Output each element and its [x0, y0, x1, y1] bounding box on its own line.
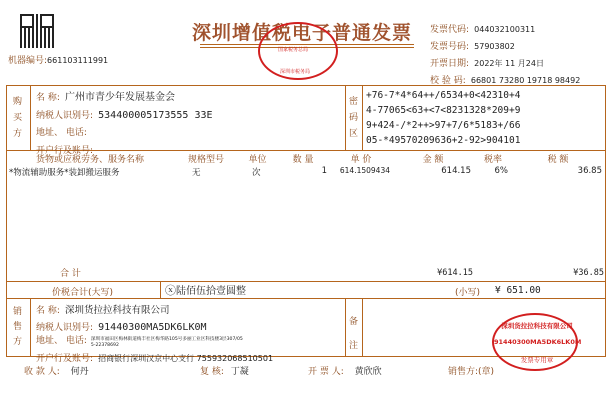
cipher-side-label: [349, 94, 358, 142]
invoice-date: 开票日期: 2022年 11 月24日: [430, 59, 544, 69]
seller-bank-label: 开户行及账号:: [36, 354, 94, 364]
seller-side-1: 销: [13, 307, 23, 317]
buyer-tax-row: [36, 106, 341, 124]
footer-review: [200, 364, 249, 377]
table-row-unit: 次: [252, 168, 261, 178]
table-row-rate: 6%: [494, 166, 508, 176]
table-row-amount: 614.15: [441, 166, 471, 176]
remark-side-label: [349, 310, 358, 358]
table-row-spec: 无: [192, 168, 201, 178]
tax-stamp-top: 国家税务总局: [278, 47, 309, 53]
buyer-addr-row: [36, 123, 341, 141]
table-row-name: *物流辅助服务*装卸搬运服务: [9, 168, 120, 178]
vline-buyer: [30, 85, 31, 150]
seller-stamp-id: 91440300MA5DK6LK0M: [494, 338, 582, 346]
buyer-tax-id: 534400005173555 33E: [98, 109, 213, 121]
vline-cipher-left: [345, 85, 346, 150]
buyer-name-row: [36, 88, 341, 106]
col-header-unit: 单位: [248, 155, 267, 165]
seller-info: [36, 301, 344, 366]
buyer-bank-label: 开户行及账号:: [36, 145, 94, 156]
cipher-side-3: 区: [349, 129, 359, 139]
invoice-number: 发票号码: 57903802: [430, 42, 515, 52]
remark-side-2: 注: [349, 341, 359, 351]
seller-stamp-top: 深圳货拉拉科技有限公司: [501, 322, 573, 330]
seller-name: 深圳货拉拉科技有限公司: [65, 305, 170, 316]
seller-phone: 5-22378692: [90, 343, 119, 348]
cipher-side-1: 密: [349, 97, 359, 107]
table-row-qty: 1: [321, 166, 327, 176]
buyer-name-label: 名 称:: [36, 93, 60, 103]
total-small-label: (小写): [455, 288, 481, 298]
review-label: 复 核:: [200, 367, 224, 377]
buyer-info: [36, 88, 341, 158]
vline-remark-left: [345, 298, 346, 357]
qr-code: [20, 14, 54, 48]
col-header-spec: 规格型号: [187, 155, 224, 165]
tax-bureau-stamp: [258, 22, 338, 80]
buyer-name: 广州市青少年发展基金会: [65, 92, 175, 103]
cipher-line-3: 9+424-/*2++>97+7/6*5183+/66: [366, 120, 521, 131]
buyer-side-3: 方: [13, 129, 23, 139]
payee-label: 收 款 人:: [24, 367, 60, 377]
col-header-rate: 税率: [483, 155, 502, 165]
seller-addr-label: 地址、 电话:: [36, 336, 87, 346]
cipher-area: [366, 88, 520, 148]
seller-stamp: [492, 313, 582, 371]
total-words-label: 价税合计(大写): [52, 288, 114, 298]
seller-addr-block: [91, 335, 243, 349]
invoice-check: 校 验 码: 66801 73280 19718 98492: [430, 76, 581, 86]
footer-seller-seal: 销售方:(章): [448, 367, 495, 377]
remark-side-1: 备: [349, 317, 359, 327]
buyer-tax-label: 纳税人识别号:: [36, 110, 94, 121]
table-row-tax: 36.85: [577, 166, 602, 176]
seller-stamp-bottom: 发票专用章: [520, 356, 554, 364]
col-header-price: 单 价: [350, 155, 372, 165]
seller-tax-row: [36, 318, 344, 335]
buyer-side-2: 买: [13, 113, 23, 123]
col-header-qty: 数 量: [292, 155, 314, 165]
table-row-price: 614.1509434: [339, 166, 390, 175]
invoice-code: 发票代码: 044032100311: [430, 25, 536, 35]
footer-payee: [24, 364, 89, 377]
col-header-amount: 金 额: [422, 155, 444, 165]
seller-addr: 深圳市福田区梅林街道梅丰社区梅华路105号多丽工业区科技楼3层307/05: [90, 337, 243, 342]
col-header-tax: 税 额: [547, 155, 569, 165]
review-name: 丁凝: [230, 367, 249, 377]
total-x-icon: ⓧ: [165, 284, 176, 297]
hline-seller-top: [6, 298, 606, 299]
cipher-line-2: 4-77065<63+<7<8231328*209+9: [366, 105, 521, 116]
issuer-label: 开 票 人:: [308, 367, 344, 377]
total-words: [165, 282, 246, 298]
seller-tax-label: 纳税人识别号:: [36, 323, 94, 333]
seller-tax-id: 91440300MA5DK6LK0M: [98, 322, 207, 333]
seller-bank: 招商银行深圳汉京中心支行 755932068510501: [98, 354, 274, 363]
vline-cipher-right: [362, 85, 363, 150]
total-words-text: 陆佰伍拾壹圆整: [176, 286, 246, 297]
vline-seller: [30, 298, 31, 357]
total-tax: ¥36.85: [573, 268, 604, 278]
total-label: 合 计: [60, 269, 81, 279]
vline-remark-right: [362, 298, 363, 357]
machine-number: 机器编号:661103111991: [8, 56, 109, 66]
buyer-side-1: 购: [13, 97, 23, 107]
seller-side-2: 售: [13, 322, 23, 332]
invoice-meta: [430, 20, 580, 88]
seller-side-label: [13, 305, 22, 350]
buyer-addr-label: 地址、 电话:: [36, 128, 87, 138]
seller-side-3: 方: [13, 337, 23, 347]
payee-name: 何丹: [70, 367, 89, 377]
invoice-title: 深圳增值税电子普通发票: [192, 22, 413, 44]
total-amount: ¥614.15: [437, 268, 473, 278]
total-small: ¥ 651.00: [495, 285, 541, 296]
cipher-side-2: 码: [349, 113, 359, 123]
col-header-name: 货物或应税劳务、服务名称: [35, 155, 144, 165]
cipher-line-1: +76-7*4*64++/6534+0<42310+4: [366, 90, 521, 101]
seller-addr-row: [36, 335, 344, 349]
vline-total: [160, 281, 161, 298]
cipher-line-4: 05-*49570209636+2-92>904101: [366, 135, 521, 146]
hline-total-top: [6, 281, 606, 282]
seller-name-row: [36, 301, 344, 318]
seller-name-label: 名 称:: [36, 306, 60, 316]
issuer-name: 黄欣欣: [354, 367, 382, 377]
footer-issuer: [308, 364, 382, 377]
buyer-side-label: [13, 94, 22, 142]
tax-stamp-bottom: 深圳市税务局: [280, 69, 311, 75]
